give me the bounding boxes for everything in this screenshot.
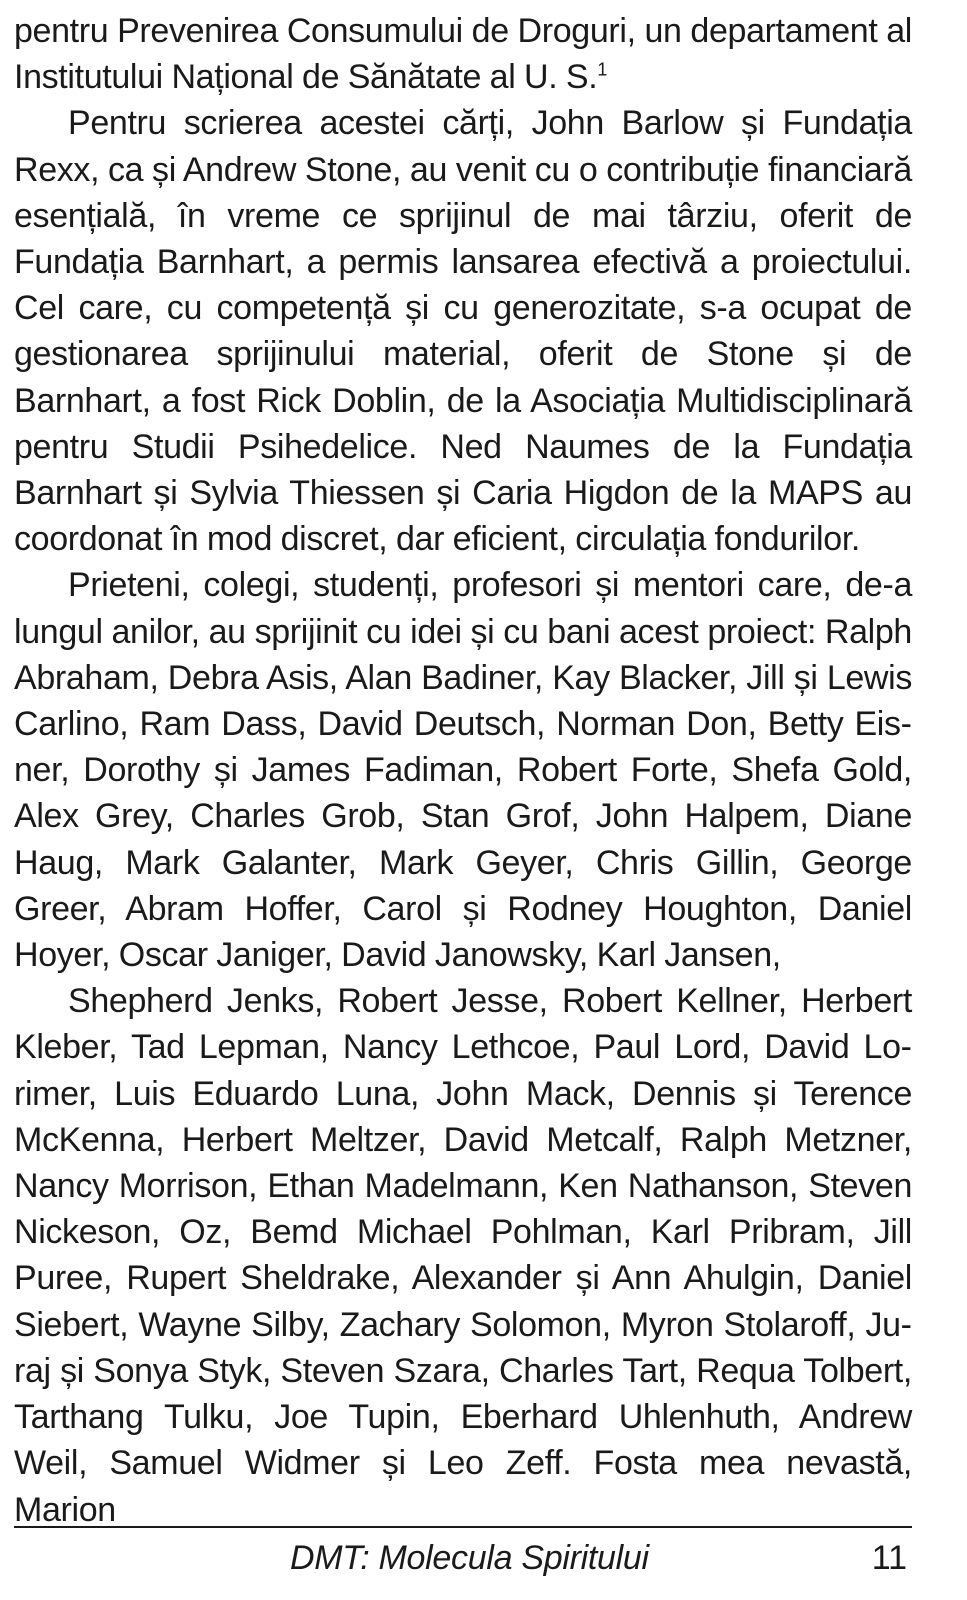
paragraph-text: Pentru scrierea acestei cărți, John Barlow și Fundația Rexx, ca și Andrew Stone, au venit cu o contribuție financiară esențială, în vreme ce sprijinul de mai târziu, oferit de Fundația Barnhart, a permis lansarea efectivă a proiectului. Cel care, cu competență și cu generozitate, s-a ocupat de gestionarea sprijinului material, oferit de Stone și de Barnhart, a fost Rick Doblin, de la Asociația Multidisciplinară pentru Studii Psihedelice. Ned Naumes de la Fundația Barnhart și Sylvia Thiessen și Caria Higdon de la MAPS au coordonat în mod discret, dar eficient, circulația fondurilor. — [14, 104, 912, 559]
page-body — [14, 8, 912, 1533]
footnote-reference[interactable]: 1 — [597, 59, 607, 80]
paragraph-continuation — [14, 8, 912, 100]
paragraph-text: Prieteni, colegi, studenți, profesori și mentori care, de-a lungul anilor, au sprijinit cu idei și cu bani acest proiect: Ralph Abraham, Debra Asis, Alan Badiner, Kay Blacker, Jill și Lewis Carlino, Ram Dass, David Deutsch, Norman Don, Betty Eisner, Dorothy și James Fadiman, Robert Forte, Shefa Gold, Alex Grey, Charles Grob, Stan Grof, John Halpem, Diane Haug, Mark Galanter, Mark Geyer, Chris Gillin, George Greer, Abram Hoffer, Carol și Rodney Houghton, Daniel Hoyer, Oscar Janiger, David Janowsky, Karl Jansen, — [14, 566, 912, 975]
paragraph-funding — [14, 100, 912, 562]
page-number: 11 — [871, 1539, 907, 1577]
paragraph-text: pentru Prevenirea Consumului de Droguri, un departament al Institutului Național de Sănătate al U. S. — [14, 12, 912, 97]
paragraph-text: Shepherd Jenks, Robert Jesse, Robert Kellner, Herbert Kleber, Tad Lepman, Nancy Lethcoe, Paul Lord, David Lorimer, Luis Eduardo Luna, John Mack, Dennis și Terence McKenna, Herbert Meltzer, David Metcalf, Ralph Metzner, Nancy Morrison, Ethan Madelmann, Ken Nathanson, Steven Nickeson, Oz, Bemd Michael Pohlman, Karl Pribram, Jill Puree, Rupert Sheldrake, Alexander și Ann Ahulgin, Daniel Siebert, Wayne Silby, Zachary Solomon, Myron Stolaroff, Juraj și Sonya Styk, Steven Szara, Charles Tart, Requa Tolbert, Tarthang Tulku, Joe Tupin, Eberhard Uhlenhuth, Andrew Weil, Samuel Widmer și Leo Zeff. Fosta mea nevastă, Marion — [14, 982, 912, 1529]
paragraph-friends — [14, 562, 912, 978]
footer-divider — [14, 1526, 912, 1528]
paragraph-names-continued — [14, 978, 912, 1532]
running-title: DMT: Molecula Spiritului — [290, 1539, 649, 1577]
